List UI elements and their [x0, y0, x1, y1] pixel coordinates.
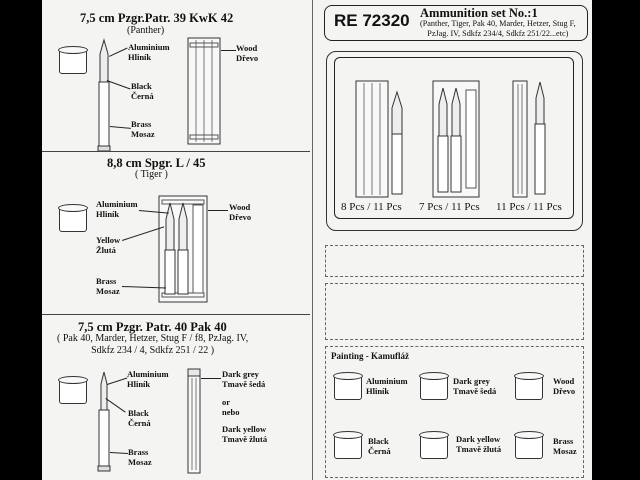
set-title: Ammunition set No.:1 — [420, 6, 538, 20]
label-aluminium-2: Aluminium Hliník — [96, 199, 138, 219]
paint-can-icon — [59, 48, 87, 74]
section1-title: 7,5 cm Pzgr.Patr. 39 KwK 42 — [80, 11, 234, 25]
crate-tiger — [432, 80, 480, 198]
paint-can-icon — [420, 374, 448, 400]
tube-pak40 — [512, 80, 552, 198]
count-pak40: 11 Pcs / 11 Pcs — [496, 201, 562, 213]
section3-subtitle: ( Pak 40, Marder, Hetzer, Stug F / f8, PzJag. IV, Sdkfz 234 / 4, Sdkfz 251 / 22 ) — [57, 333, 249, 356]
paint-label: Black Černá — [368, 436, 391, 456]
label-black-3: Black Černá — [128, 408, 151, 428]
shell-tube-3 — [187, 368, 201, 474]
label-darkgrey-3: Dark grey Tmavě šedá — [222, 369, 266, 389]
label-or-3: or nebo — [222, 397, 240, 417]
section2-title: 8,8 cm Spgr. L / 45 — [107, 156, 206, 170]
label-wood-1: Wood Dřevo — [236, 43, 259, 63]
label-aluminium-1: Aluminium Hliník — [128, 42, 170, 62]
count-tiger: 7 Pcs / 11 Pcs — [419, 201, 480, 213]
paint-can-icon — [420, 433, 448, 459]
set-subtitle: (Panther, Tiger, Pak 40, Marder, Hetzer, Stug F, PzJag. IV, Sdkfz 234/4, Sdkfz 251/22...etc) — [420, 19, 576, 38]
section1-subtitle: (Panther) — [127, 25, 165, 36]
paint-can-icon — [59, 206, 87, 232]
empty-dashed-box — [325, 283, 584, 340]
paint-can-icon — [334, 374, 362, 400]
wood-crate-1 — [187, 37, 221, 145]
paint-label: Dark grey Tmavě šedá — [453, 376, 497, 396]
label-brass-2: Brass Mosaz — [96, 276, 120, 296]
paint-label: Aluminium Hliník — [366, 376, 408, 396]
paint-can-icon — [334, 433, 362, 459]
painting-title: Painting - Kamufláž — [331, 351, 409, 361]
section2-subtitle: ( Tiger ) — [135, 169, 168, 180]
paint-can-icon — [59, 378, 87, 404]
crate-panther — [355, 80, 407, 198]
label-darkyellow-3: Dark yellow Tmavě žlutá — [222, 424, 268, 444]
label-yellow-2: Yellow Žlutá — [96, 235, 121, 255]
label-wood-2: Wood Dřevo — [229, 202, 252, 222]
kit-code: RE 72320 — [334, 11, 410, 30]
label-brass-1: Brass Mosaz — [131, 119, 155, 139]
count-panther: 8 Pcs / 11 Pcs — [341, 201, 402, 213]
section3-title: 7,5 cm Pzgr. Patr. 40 Pak 40 — [78, 320, 227, 334]
paint-can-icon — [515, 374, 543, 400]
label-brass-3: Brass Mosaz — [128, 447, 152, 467]
empty-dashed-box — [325, 245, 584, 277]
shell-75-pzgr40 — [97, 372, 111, 472]
painting-box — [325, 346, 584, 478]
paint-label: Dark yellow Tmavě žlutá — [456, 434, 502, 454]
paint-label: Brass Mosaz — [553, 436, 577, 456]
paint-can-icon — [515, 433, 543, 459]
label-black-1: Black Černá — [131, 81, 154, 101]
label-aluminium-3: Aluminium Hliník — [127, 369, 169, 389]
paint-label: Wood Dřevo — [553, 376, 576, 396]
